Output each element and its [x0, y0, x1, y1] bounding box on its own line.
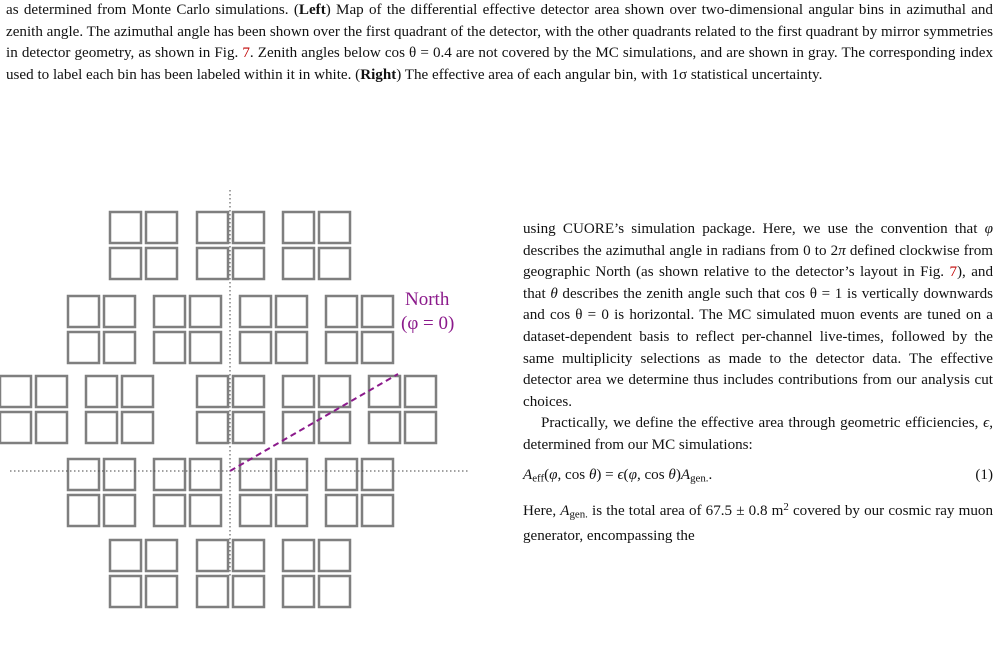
crystal-square — [405, 376, 436, 407]
crystal-square — [110, 248, 141, 279]
p3-text-c: covered by our cosmic ray muon generator, encompassing the — [523, 502, 993, 545]
crystal-square — [68, 495, 99, 526]
crystal-square — [326, 459, 357, 490]
equation-number: (1) — [975, 466, 993, 483]
crystal-square — [122, 376, 153, 407]
crystal-square — [369, 376, 400, 407]
crystal-square — [283, 248, 314, 279]
caption-fig-ref[interactable]: 7 — [242, 45, 250, 61]
crystal-square — [104, 459, 135, 490]
crystal-square — [283, 212, 314, 243]
crystal-square — [154, 296, 185, 327]
detector-tower — [154, 296, 221, 363]
crystal-square — [0, 376, 31, 407]
crystal-square — [326, 332, 357, 363]
equation-body: $A_{eff}(\varphi$, cos θ) = ϵ(φ, $\cos \theta)A_{gen.}$. — [523, 466, 713, 485]
equation-1 — [523, 465, 993, 490]
crystal-square — [276, 459, 307, 490]
crystal-square — [362, 459, 393, 490]
crystal-square — [154, 332, 185, 363]
crystal-square — [319, 412, 350, 443]
crystal-square — [146, 540, 177, 571]
phi-symbol: φ — [984, 221, 993, 237]
caption-text-1b: ) Map of the differential effective detector area shown over two-dimensional angular bins in azimuthal and zenith angle. The azimuthal angle has been shown over the first quadrant of the detector, with the other quadrants related to the first quadrant by mirror symmetries in detector geometry, as shown in Fig. — [6, 2, 993, 61]
p2-text-a: Practically, we define the effective area through geometric efficiencies, — [541, 415, 984, 432]
p3-text-b: is the total area of 67.5 ± 0.8 m — [587, 502, 784, 519]
crystal-square — [283, 412, 314, 443]
north-label: North — [405, 289, 450, 310]
crystal-square — [197, 212, 228, 243]
body-text-column — [523, 219, 993, 548]
detector-tower — [283, 540, 350, 607]
p2-text-b: , determined from our MC simulations: — [523, 415, 993, 453]
crystal-square — [154, 495, 185, 526]
detector-layout-figure — [0, 188, 470, 660]
epsilon-symbol: ϵ — [983, 415, 990, 432]
tower-group — [0, 212, 436, 607]
crystal-square — [146, 248, 177, 279]
detector-tower — [0, 376, 67, 443]
crystal-square — [68, 459, 99, 490]
crystal-square — [146, 576, 177, 607]
figure-caption — [6, 0, 993, 86]
crystal-square — [319, 376, 350, 407]
crystal-square — [319, 540, 350, 571]
detector-tower — [326, 459, 393, 526]
crystal-square — [319, 576, 350, 607]
paragraph-2 — [523, 413, 993, 456]
crystal-square — [233, 412, 264, 443]
crystal-square — [283, 376, 314, 407]
theta-symbol: θ — [550, 285, 558, 302]
crystal-square — [233, 212, 264, 243]
crystal-square — [362, 296, 393, 327]
crystal-square — [36, 376, 67, 407]
crystal-square — [276, 495, 307, 526]
paragraph-1 — [523, 219, 993, 413]
crystal-square — [240, 296, 271, 327]
crystal-square — [110, 540, 141, 571]
crystal-square — [326, 495, 357, 526]
crystal-square — [240, 459, 271, 490]
crystal-square — [146, 212, 177, 243]
detector-tower — [283, 212, 350, 279]
paragraph-3: Here, $A_{gen.}$ is the total area of 67.5 ± 0.8 $m^2$ covered by our cosmic ray muon generator, encompassing the — [523, 500, 993, 545]
detector-tower — [68, 296, 135, 363]
detector-layout-svg — [0, 188, 470, 660]
crystal-square — [86, 412, 117, 443]
detector-tower — [110, 212, 177, 279]
detector-tower — [240, 296, 307, 363]
crystal-square — [276, 332, 307, 363]
crystal-square — [68, 332, 99, 363]
caption-left-label: Left — [298, 2, 326, 18]
crystal-square — [362, 332, 393, 363]
crystal-square — [154, 459, 185, 490]
crystal-square — [68, 296, 99, 327]
crystal-square — [240, 495, 271, 526]
crystal-square — [104, 495, 135, 526]
crystal-square — [190, 495, 221, 526]
crystal-square — [0, 412, 31, 443]
caption-right-label: Right — [360, 66, 397, 83]
detector-tower — [86, 376, 153, 443]
crystal-square — [197, 376, 228, 407]
crystal-square — [197, 412, 228, 443]
caption-text-1: as determined from Monte Carlo simulations. ( — [6, 2, 299, 18]
p1-text-d: ), and that — [523, 264, 993, 302]
detector-tower — [240, 459, 307, 526]
crystal-square — [104, 332, 135, 363]
crystal-square — [197, 248, 228, 279]
crystal-square — [283, 540, 314, 571]
crystal-square — [233, 248, 264, 279]
crystal-square — [122, 412, 153, 443]
crystal-square — [326, 296, 357, 327]
body-fig-ref[interactable]: 7 — [949, 264, 958, 281]
phi-zero-label: (φ = 0) — [401, 313, 455, 334]
crystal-square — [190, 332, 221, 363]
crystal-square — [319, 248, 350, 279]
crystal-square — [233, 540, 264, 571]
p1-text-c: defined clockwise from geographic North (as shown relative to the detector’s layout in Fig. — [523, 242, 993, 281]
crystal-square — [319, 212, 350, 243]
crystal-square — [190, 296, 221, 327]
crystal-square — [283, 576, 314, 607]
detector-tower — [326, 296, 393, 363]
detector-tower — [110, 540, 177, 607]
caption-text-3: ) The effective area of each angular bin, with 1σ statistical uncertainty. — [396, 66, 823, 83]
crystal-square — [86, 376, 117, 407]
crystal-square — [405, 412, 436, 443]
crystal-square — [369, 412, 400, 443]
crystal-square — [110, 212, 141, 243]
crystal-square — [233, 576, 264, 607]
crystal-square — [104, 296, 135, 327]
crystal-square — [240, 332, 271, 363]
p1-text-e: describes the zenith angle such that cos θ = 1 is vertically downwards and cos θ = 0 is horizontal. The MC simulated muon events are tuned on a dataset-dependent basis to reflect per-channel live-times, followed by the same multiplicity selections as made to the detector data. The effective detector area we determine thus includes contributions from our analysis cut choices. — [523, 285, 993, 410]
crystal-square — [197, 540, 228, 571]
p1-text-b: describes the azimuthal angle in radians from 0 to 2 — [523, 242, 839, 259]
detector-tower — [154, 459, 221, 526]
detector-tower — [283, 376, 350, 443]
crystal-square — [233, 376, 264, 407]
crystal-square — [362, 495, 393, 526]
crystal-square — [190, 459, 221, 490]
p1-text-a: using CUORE’s simulation package. Here, we use the convention that — [523, 221, 985, 237]
crystal-square — [36, 412, 67, 443]
caption-text-2: . Zenith angles below cos θ = 0.4 are not covered by the MC simulations, and are shown in gray. The corresponding index used to label each bin has been labeled within it in white. ( — [6, 45, 993, 83]
p3-text-a: Here, — [523, 502, 561, 519]
crystal-square — [110, 576, 141, 607]
crystal-square — [197, 576, 228, 607]
crystal-square — [276, 296, 307, 327]
detector-tower — [68, 459, 135, 526]
pi-symbol: π — [838, 242, 846, 259]
